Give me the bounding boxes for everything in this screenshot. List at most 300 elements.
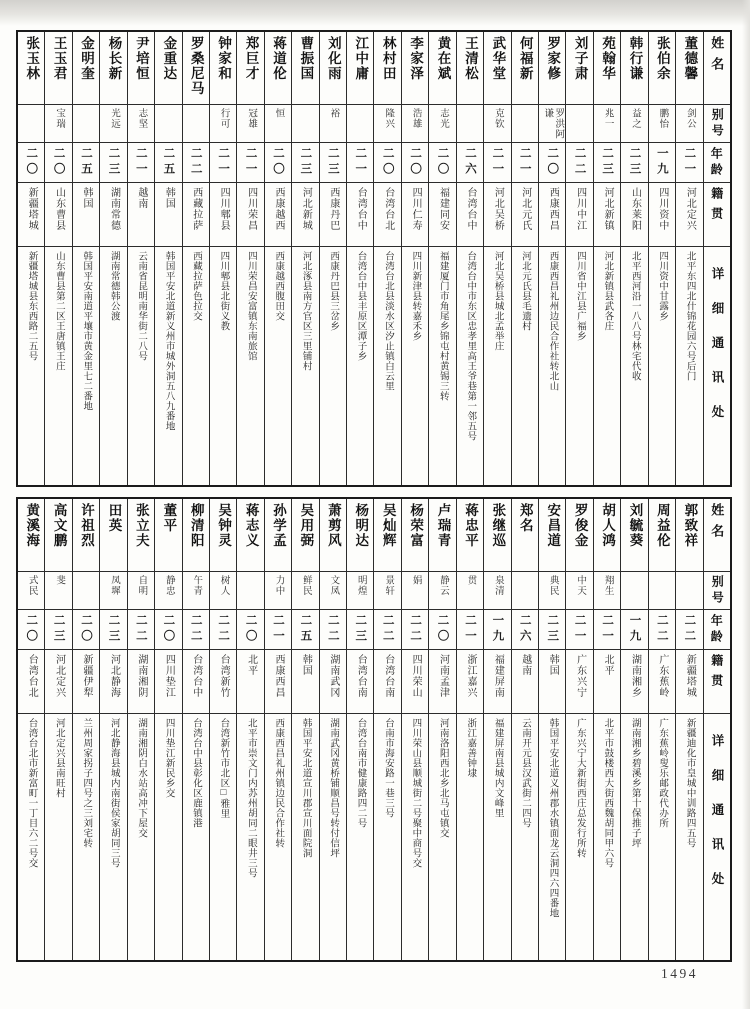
- person-age-cell: [347, 143, 373, 183]
- person-alias-cell: [649, 105, 675, 143]
- person-address-cell: [320, 714, 346, 960]
- person-native-cell: [100, 183, 126, 247]
- person-alias: 宝瑞: [54, 108, 65, 129]
- person-address-cell: [183, 247, 209, 485]
- person-native-cell: [676, 183, 702, 247]
- header-label-native: 籍贯: [709, 187, 724, 227]
- person-alias-cell: [539, 105, 565, 143]
- person-name: 武华堂: [490, 36, 506, 81]
- person-address-cell: [594, 247, 620, 485]
- person-alias: 凤墀: [108, 575, 119, 596]
- person-alias: 力中: [273, 575, 284, 596]
- person-address-cell: [18, 714, 44, 960]
- person-age-cell: [676, 610, 702, 650]
- header-label-name: 姓名: [709, 503, 725, 545]
- person-name: 江中庸: [353, 36, 369, 81]
- person-address-cell: [566, 247, 592, 485]
- person-name: 黄在斌: [435, 36, 451, 81]
- person-age-cell: [100, 143, 126, 183]
- person-column: [594, 32, 621, 485]
- person-address: 河北元氏县毛遗村: [520, 251, 531, 331]
- person-name: 张继巡: [490, 503, 506, 548]
- person-name: 何福新: [517, 36, 533, 81]
- person-name: 杨明达: [353, 503, 369, 548]
- person-name: 钟家和: [216, 36, 232, 81]
- header-label-name-cell: [704, 32, 730, 105]
- person-name: 田英: [106, 503, 122, 533]
- person-age-cell: [566, 143, 592, 183]
- person-age: 二一: [573, 614, 586, 645]
- person-name: 罗家修: [545, 36, 561, 81]
- person-alias-cell: [292, 105, 318, 143]
- person-age-cell: [594, 143, 620, 183]
- scan-edge-top: [0, 0, 750, 26]
- person-native-cell: [621, 650, 647, 714]
- person-alias-cell: [512, 572, 538, 610]
- person-name-cell: [347, 499, 373, 572]
- person-native: 河北定兴: [684, 187, 696, 231]
- person-age-cell: [100, 610, 126, 650]
- person-address-cell: [457, 714, 483, 960]
- person-alias-cell: [128, 572, 154, 610]
- person-alias: 翔生: [602, 575, 613, 596]
- person-name-cell: [457, 32, 483, 105]
- person-address: 四川荣昌安富镇东南旅馆: [245, 251, 256, 361]
- person-column: [457, 499, 484, 960]
- person-age: 二六: [518, 614, 531, 645]
- person-address: 福建屏南县城内文峰里: [492, 718, 503, 818]
- person-alias-cell: [484, 572, 510, 610]
- person-column: [429, 32, 456, 485]
- person-column: [320, 32, 347, 485]
- person-name: 杨荣富: [408, 503, 424, 548]
- person-address-cell: [155, 714, 181, 960]
- person-name-cell: [128, 499, 154, 572]
- person-address-cell: [539, 247, 565, 485]
- person-native-cell: [237, 183, 263, 247]
- person-alias-cell: [210, 572, 236, 610]
- person-address: 四川垫江新民乡交: [163, 718, 174, 798]
- person-native-cell: [649, 650, 675, 714]
- person-name-cell: [512, 32, 538, 105]
- person-address: 北平东四北什锦花园六号后门: [684, 251, 695, 381]
- person-name-cell: [374, 499, 400, 572]
- person-name-cell: [429, 32, 455, 105]
- person-age-cell: [265, 610, 291, 650]
- person-age-cell: [374, 143, 400, 183]
- person-age: 二〇: [52, 147, 65, 178]
- person-alias: 典民: [547, 575, 558, 596]
- person-address-cell: [429, 247, 455, 485]
- person-native-cell: [457, 183, 483, 247]
- person-address-cell: [183, 714, 209, 960]
- person-alias: 文凤: [328, 575, 339, 596]
- person-age: 二三: [107, 147, 120, 178]
- person-age: 二一: [244, 147, 257, 178]
- person-alias-cell: [484, 105, 510, 143]
- person-age: 二二: [134, 614, 147, 645]
- person-name-cell: [237, 32, 263, 105]
- person-native: 四川仁寿: [410, 187, 422, 231]
- person-age: 二六: [463, 147, 476, 178]
- person-native-cell: [539, 650, 565, 714]
- person-native: 山东曹县: [53, 187, 65, 231]
- person-name-cell: [292, 499, 318, 572]
- person-address-cell: [73, 247, 99, 485]
- person-age-cell: [45, 143, 71, 183]
- person-age-cell: [539, 610, 565, 650]
- person-age: 二〇: [436, 614, 449, 645]
- person-alias: 兆一: [602, 108, 613, 129]
- person-native-cell: [457, 650, 483, 714]
- person-alias: 鹏怡: [657, 108, 668, 129]
- person-age-cell: [347, 610, 373, 650]
- person-age-cell: [128, 143, 154, 183]
- person-column: [621, 32, 648, 485]
- person-column: [183, 499, 210, 960]
- person-address-cell: [265, 714, 291, 960]
- person-name: 萧剪风: [325, 503, 341, 548]
- person-alias-cell: [237, 105, 263, 143]
- person-address-cell: [100, 247, 126, 485]
- person-name: 韩行谦: [627, 36, 643, 81]
- person-name: 郭致祥: [682, 503, 698, 548]
- person-column: [566, 32, 593, 485]
- person-native-cell: [566, 183, 592, 247]
- person-native-cell: [374, 183, 400, 247]
- person-native-cell: [429, 650, 455, 714]
- person-alias: 剑公: [684, 108, 695, 129]
- person-name-cell: [265, 32, 291, 105]
- person-native: 新疆塔城: [26, 187, 38, 231]
- scan-edge-right: [742, 0, 750, 1009]
- person-age-cell: [292, 610, 318, 650]
- header-label-age: 年龄: [709, 613, 724, 646]
- person-address-cell: [484, 714, 510, 960]
- person-address-cell: [155, 247, 181, 485]
- person-age: 二二: [683, 614, 696, 645]
- person-name: 高文鹏: [51, 503, 67, 548]
- person-column: [210, 499, 237, 960]
- person-name-cell: [73, 499, 99, 572]
- person-address-cell: [210, 714, 236, 960]
- person-address: 台湾新竹市北区□雅里: [218, 718, 229, 819]
- person-age: 二一: [491, 147, 504, 178]
- person-address: 湖南湘阴白水站高冲下屋交: [136, 718, 147, 838]
- person-address-cell: [374, 247, 400, 485]
- person-address-cell: [429, 714, 455, 960]
- person-name-cell: [621, 499, 647, 572]
- person-age-cell: [210, 143, 236, 183]
- person-age-cell: [18, 143, 44, 183]
- person-name: 郑名: [517, 503, 533, 533]
- person-name-cell: [649, 499, 675, 572]
- person-name-cell: [512, 499, 538, 572]
- person-column: [320, 499, 347, 960]
- person-alias: 冠雄: [246, 108, 257, 129]
- person-alias-cell: [402, 105, 428, 143]
- person-native: 台湾台北: [26, 654, 38, 698]
- person-name: 胡人鸿: [600, 503, 616, 548]
- person-age-cell: [237, 143, 263, 183]
- person-alias-cell: [73, 105, 99, 143]
- person-native-cell: [18, 183, 44, 247]
- person-name: 刘化雨: [325, 36, 341, 81]
- person-alias-cell: [128, 105, 154, 143]
- person-age: 二三: [299, 147, 312, 178]
- person-address: 河南洛阳西北乡北马屯镇交: [437, 718, 448, 838]
- header-label-age-cell: [704, 143, 730, 183]
- person-name: 张立夫: [133, 503, 149, 548]
- person-native: 河南孟津: [437, 654, 449, 698]
- person-age-cell: [73, 610, 99, 650]
- person-native-cell: [73, 650, 99, 714]
- person-age-cell: [429, 143, 455, 183]
- person-column: [539, 32, 566, 485]
- person-native-cell: [45, 650, 71, 714]
- person-age: 二〇: [25, 147, 38, 178]
- header-label-name-cell: [704, 499, 730, 572]
- person-address-cell: [265, 247, 291, 485]
- person-age-cell: [155, 143, 181, 183]
- person-address: 广东蕉岭叟乐邮政代办所: [657, 718, 668, 828]
- person-name-cell: [347, 32, 373, 105]
- person-native: 河北新城: [300, 187, 312, 231]
- person-native-cell: [484, 650, 510, 714]
- person-age-cell: [429, 610, 455, 650]
- person-address: 四川新津县转嘉禾乡: [410, 251, 421, 341]
- person-column: [128, 32, 155, 485]
- person-native: 台湾台中: [355, 187, 367, 231]
- person-age-cell: [128, 610, 154, 650]
- person-column: [512, 32, 539, 485]
- person-age: 二〇: [162, 614, 175, 645]
- person-address-cell: [594, 714, 620, 960]
- person-address: 韩国平安南道平壤市黄金里七二番地: [81, 251, 92, 411]
- person-name-cell: [484, 32, 510, 105]
- person-alias-cell: [45, 572, 71, 610]
- person-age: 二一: [518, 147, 531, 178]
- person-column: [237, 32, 264, 485]
- person-age: 二〇: [409, 147, 422, 178]
- person-native: 台湾台南: [382, 654, 394, 698]
- person-column: [265, 499, 292, 960]
- person-native: 台湾台北: [382, 187, 394, 231]
- person-address: 兰州周家拐子四号之三刘宅转: [81, 718, 92, 848]
- person-native: 四川资中: [656, 187, 668, 231]
- person-age: 二〇: [25, 614, 38, 645]
- person-native-cell: [347, 183, 373, 247]
- person-age: 二三: [601, 147, 614, 178]
- header-label-address: 详细通讯处: [710, 267, 724, 440]
- person-age-cell: [621, 143, 647, 183]
- person-native: 四川荣昌: [245, 187, 257, 231]
- person-age: 二二: [655, 614, 668, 645]
- person-alias-cell: [566, 572, 592, 610]
- person-name: 卢瑞青: [435, 503, 451, 548]
- person-native-cell: [594, 650, 620, 714]
- person-age: 二二: [217, 614, 230, 645]
- person-age: 一九: [491, 614, 504, 645]
- person-column: [429, 499, 456, 960]
- person-alias: 志光: [438, 108, 449, 129]
- person-alias-cell: [594, 105, 620, 143]
- person-age: 二二: [189, 614, 202, 645]
- person-name: 金明奎: [79, 36, 95, 81]
- person-age-cell: [183, 143, 209, 183]
- header-label-age-cell: [704, 610, 730, 650]
- person-age: 二五: [299, 614, 312, 645]
- person-alias: 益之: [629, 108, 640, 129]
- person-name: 蒋道伦: [271, 36, 286, 81]
- person-address: 北平市崇文门内苏州胡同二眼井三号: [245, 718, 256, 878]
- person-address-cell: [621, 714, 647, 960]
- person-native: 韩国: [81, 187, 93, 209]
- person-age-cell: [155, 610, 181, 650]
- person-native: 四川垫江: [163, 654, 175, 698]
- person-age-cell: [539, 143, 565, 183]
- person-native: 湖南武冈: [327, 654, 339, 698]
- person-name-cell: [128, 32, 154, 105]
- person-name: 许祖烈: [79, 503, 95, 548]
- person-alias-cell: [320, 572, 346, 610]
- person-alias-cell: [594, 572, 620, 610]
- person-alias: 裕: [328, 108, 339, 119]
- person-age: 一九: [628, 614, 641, 645]
- person-address: 台湾台北县淡水区汐止镇白云里: [382, 251, 393, 391]
- person-native: 西康越西: [273, 187, 284, 231]
- person-native-cell: [429, 183, 455, 247]
- person-native: 河北吴桥: [492, 187, 504, 231]
- person-native: 越南: [135, 187, 147, 209]
- person-alias: 泉清: [492, 575, 503, 596]
- person-column: [347, 499, 374, 960]
- person-native-cell: [649, 183, 675, 247]
- person-age: 二一: [354, 147, 367, 178]
- registry-table-bottom: [16, 497, 732, 962]
- person-native-cell: [566, 650, 592, 714]
- person-address: 湖南武冈黄桥铺顺昌号转付信坪: [328, 718, 339, 858]
- person-alias-cell: [18, 105, 44, 143]
- person-age-cell: [320, 610, 346, 650]
- person-column: [155, 32, 182, 485]
- person-address: 韩国平安北道新义州市城外洞五八九番地: [163, 251, 174, 431]
- person-alias: 午青: [191, 575, 202, 596]
- person-column: [100, 32, 127, 485]
- person-native-cell: [73, 183, 99, 247]
- person-name-cell: [100, 32, 126, 105]
- person-age: 二一: [601, 614, 614, 645]
- person-name-cell: [292, 32, 318, 105]
- person-name: 王玉君: [51, 36, 67, 81]
- person-native: 台湾台中: [464, 187, 476, 231]
- person-name: 张伯余: [654, 36, 670, 81]
- person-column: [155, 499, 182, 960]
- person-native: 四川荣山: [410, 654, 422, 698]
- person-address-cell: [45, 247, 71, 485]
- person-native: 河北元氏: [519, 187, 531, 231]
- person-column: [374, 32, 401, 485]
- person-age-cell: [45, 610, 71, 650]
- person-age-cell: [402, 610, 428, 650]
- person-age: 二二: [189, 147, 202, 178]
- person-age: 二〇: [436, 147, 449, 178]
- person-name-cell: [210, 32, 236, 105]
- person-address-cell: [100, 714, 126, 960]
- person-alias: 克钦: [492, 108, 503, 129]
- person-native: 韩国: [547, 654, 559, 676]
- person-native: 西康西昌: [273, 654, 284, 698]
- person-column: [183, 32, 210, 485]
- person-alias-cell: [649, 572, 675, 610]
- person-alias-cell: [155, 105, 181, 143]
- person-address: 河北静海县城内南街侯家胡同三号: [108, 718, 119, 868]
- person-address: 广东兴宁大新街西庄总发行所转: [574, 718, 585, 858]
- person-name-cell: [265, 499, 291, 572]
- person-alias: 志坚: [136, 108, 147, 129]
- person-alias: 罗洪阿谦: [542, 108, 564, 140]
- person-native: 河北定兴: [53, 654, 65, 698]
- person-address: 北平市鼓楼西大街西魏胡同甲六号: [602, 718, 613, 868]
- row-header-column: [704, 32, 730, 485]
- person-name-cell: [484, 499, 510, 572]
- person-native-cell: [210, 650, 236, 714]
- person-alias: 景轩: [383, 575, 394, 596]
- person-native-cell: [265, 183, 291, 247]
- person-native: 新疆伊犁: [81, 654, 93, 698]
- person-name-cell: [676, 32, 702, 105]
- person-native-cell: [621, 183, 647, 247]
- person-address: 韩国平安北道义州郡水镇面龙云洞四六四番地: [547, 718, 558, 918]
- person-name-cell: [594, 32, 620, 105]
- person-age: 二三: [628, 147, 641, 178]
- person-name-cell: [155, 499, 181, 572]
- person-address-cell: [18, 247, 44, 485]
- person-address: 福建厦门市角尾乡锦屯村黄锡三转: [437, 251, 448, 401]
- person-name-cell: [183, 32, 209, 105]
- person-alias-cell: [265, 105, 291, 143]
- person-address: 台湾台中县彰化区鹿镇港: [190, 718, 201, 828]
- person-native: 河北新镇: [602, 187, 614, 231]
- person-address: 台湾台南市健康路四二号: [355, 718, 366, 828]
- person-native: 湖南湘阴: [135, 654, 147, 698]
- person-column: [594, 499, 621, 960]
- person-native-cell: [512, 183, 538, 247]
- person-name: 孙学孟: [271, 503, 286, 548]
- person-age: 二三: [546, 614, 559, 645]
- person-column: [649, 499, 676, 960]
- person-address-cell: [347, 247, 373, 485]
- person-native-cell: [128, 183, 154, 247]
- person-native: 韩国: [300, 654, 312, 676]
- person-column: [484, 499, 511, 960]
- person-age-cell: [649, 143, 675, 183]
- person-native: 河北静海: [108, 654, 120, 698]
- person-alias-cell: [237, 572, 263, 610]
- person-native: 北平: [602, 654, 614, 676]
- person-address-cell: [128, 714, 154, 960]
- person-native-cell: [183, 183, 209, 247]
- person-column: [347, 32, 374, 485]
- header-label-name: 姓名: [709, 36, 725, 78]
- person-address-cell: [512, 714, 538, 960]
- person-address: 河北定兴县南旺村: [53, 718, 64, 798]
- person-column: [292, 499, 319, 960]
- person-native-cell: [237, 650, 263, 714]
- person-name-cell: [621, 32, 647, 105]
- person-age: 二一: [683, 147, 696, 178]
- person-name-cell: [237, 499, 263, 572]
